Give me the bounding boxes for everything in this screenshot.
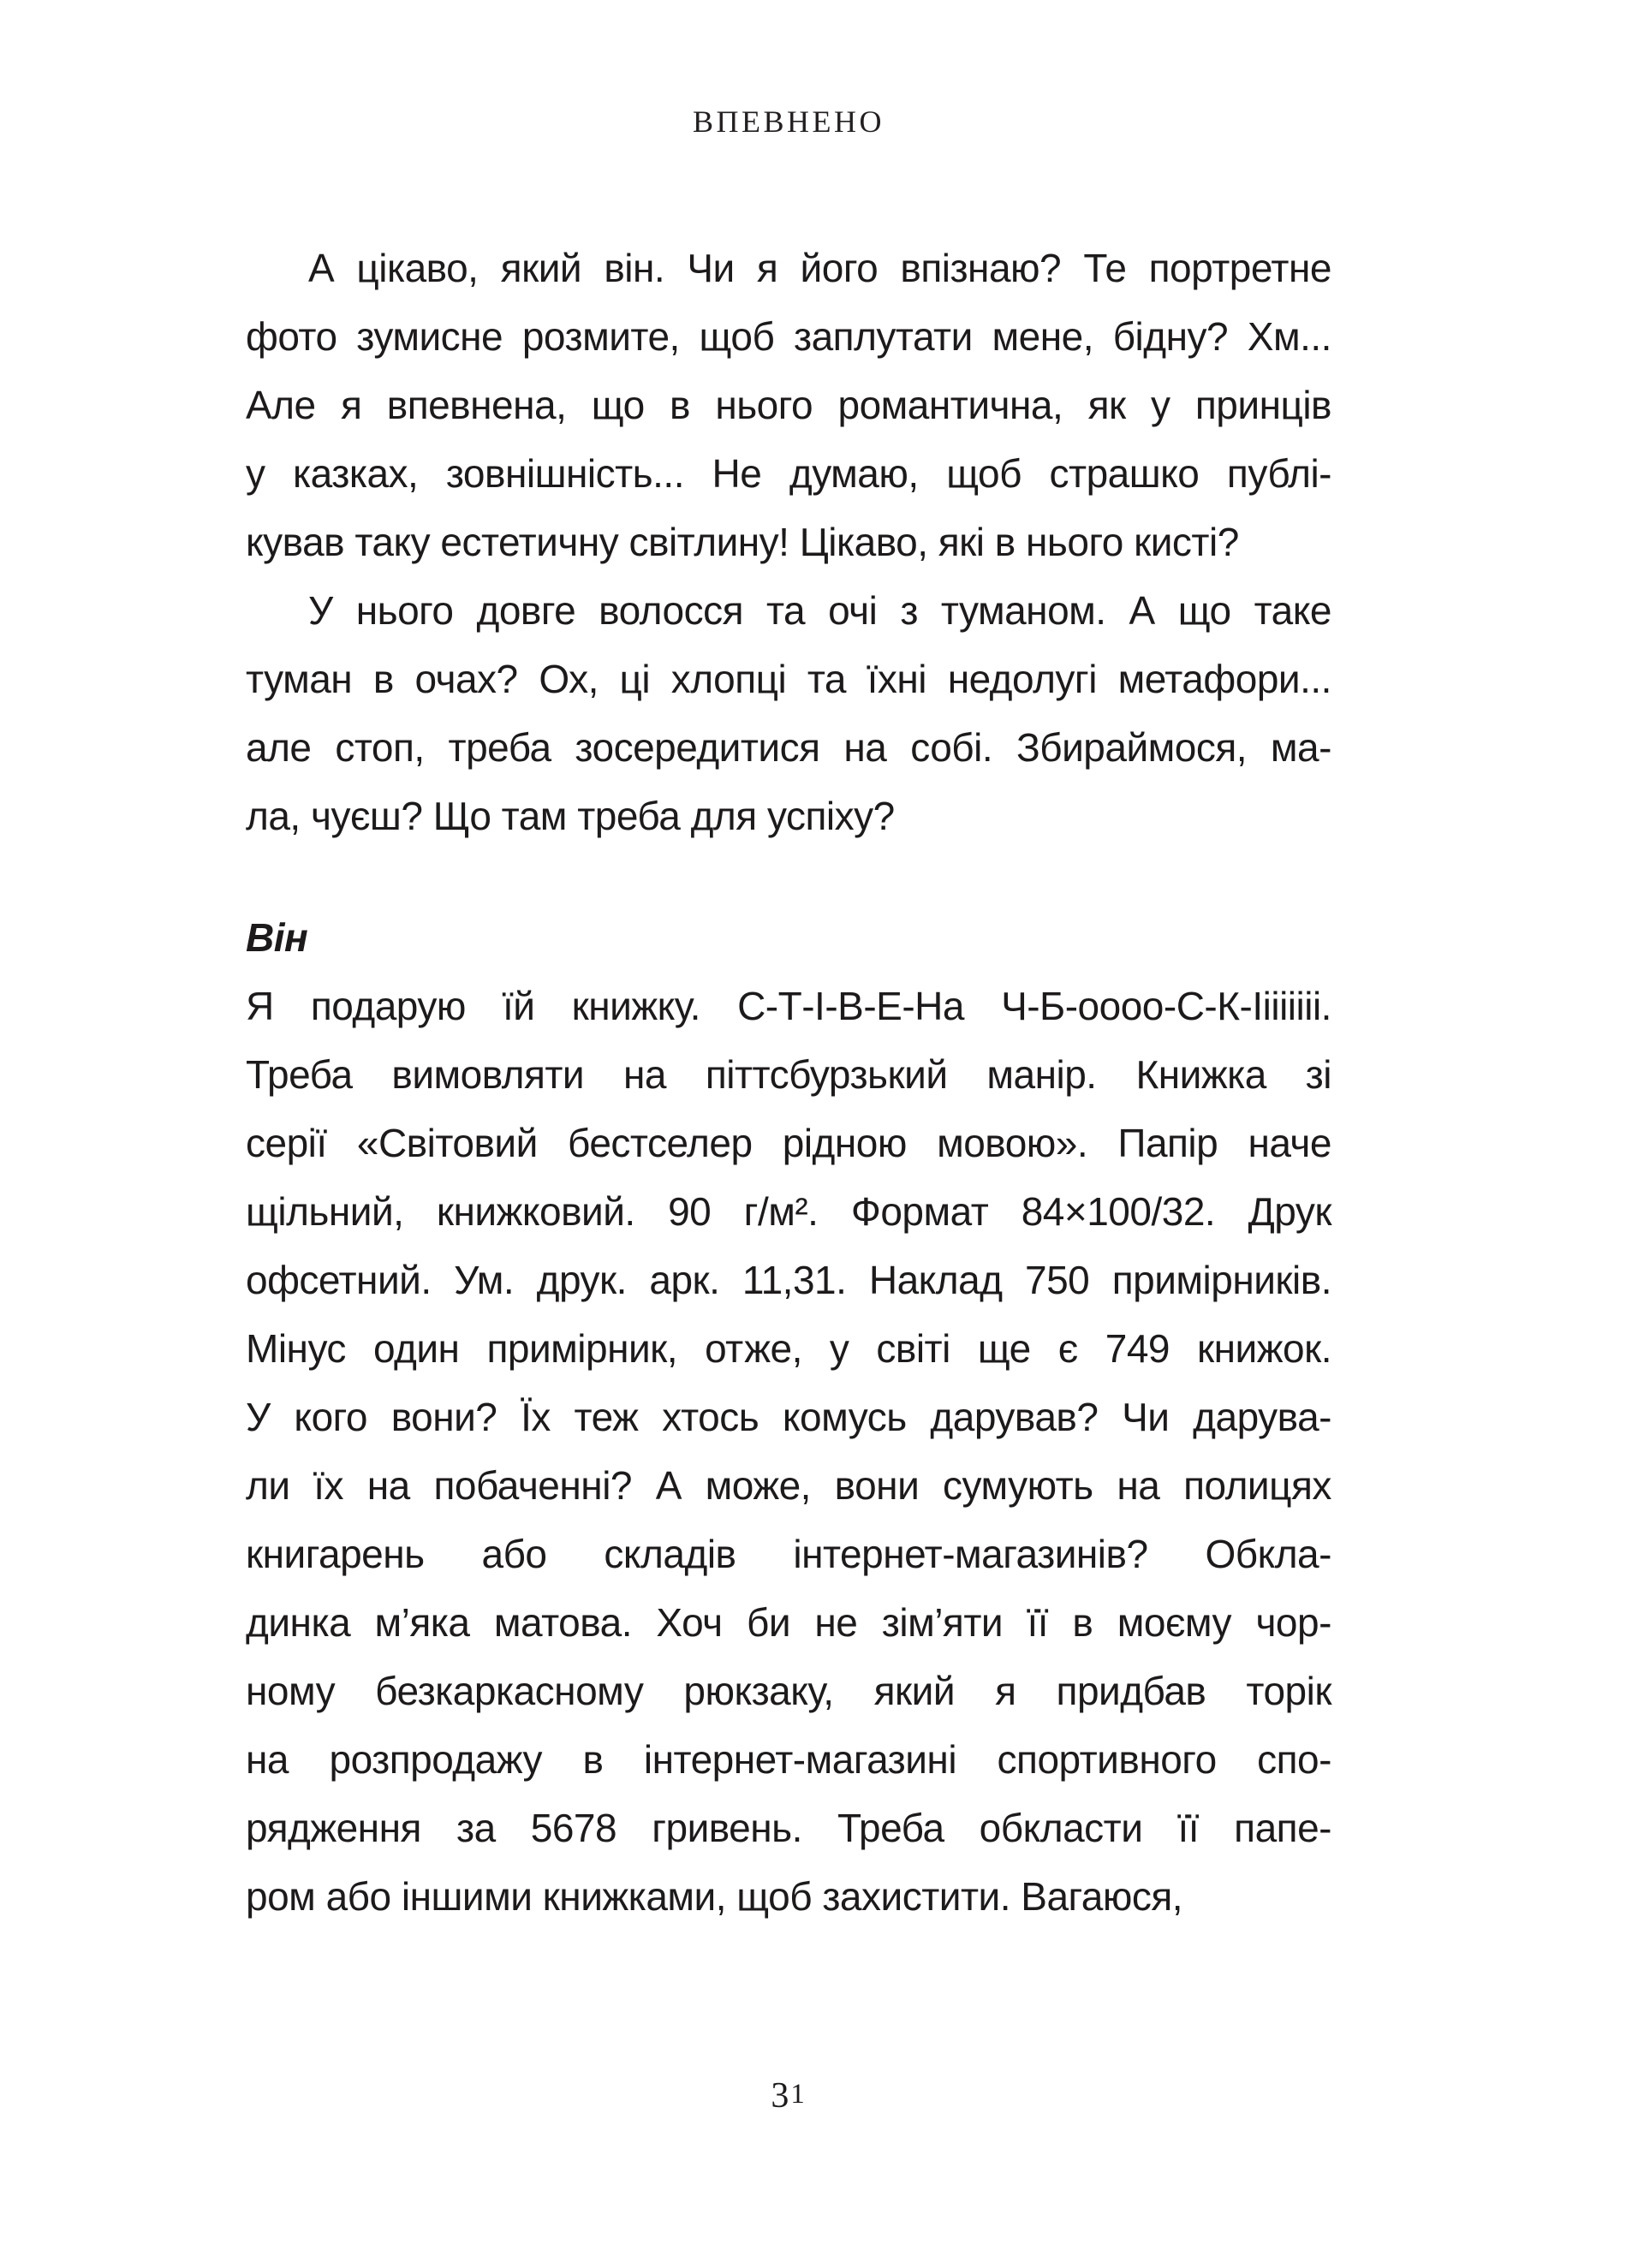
page-number-digit: 3 (771, 2076, 791, 2116)
paragraph (246, 234, 1331, 576)
section-heading: Він (246, 915, 308, 960)
text-line: У нього довге волосся та очі з туманом. А що таке (308, 588, 1331, 633)
text-line: фото зумисне розмите, щоб заплутати мене, бідну? Хм... (246, 314, 1331, 359)
text-line: щільний, книжковий. 90 г/м². Формат 84×100/32. Друк (246, 1189, 1331, 1234)
text-line: ром або іншими книжками, щоб захистити. Вагаюся, (246, 1874, 1183, 1919)
paragraph (246, 972, 1331, 1931)
text-line: А цікаво, який він. Чи я його впізнаю? Те портретне (308, 246, 1331, 290)
text-line: рядження за 5678 гривень. Треба обкласти її папе- (246, 1806, 1331, 1850)
text-line: ли їх на побаченні? А може, вони сумують на полицях (246, 1463, 1331, 1508)
text-line: ла, чуєш? Що там треба для успіху? (246, 794, 895, 838)
text-line: офсетний. Ум. друк. арк. 11,31. Наклад 750 примірників. (246, 1258, 1331, 1302)
running-head: ВПЕВНЕНО (693, 104, 885, 139)
paragraph (246, 576, 1331, 850)
text-line: Але я впевнена, що в нього романтична, як у принців (246, 383, 1331, 427)
page-number (246, 2070, 1331, 2116)
text-line: у казках, зовнішність... Не думаю, щоб страшко публі- (246, 451, 1331, 496)
text-line: кував таку естетичну світлину! Цікаво, які в нього кисті? (246, 520, 1239, 564)
text-line: динка м’яка матова. Хоч би не зім’яти її в моєму чор- (246, 1600, 1331, 1645)
text-line: але стоп, треба зосередитися на собі. Збираймося, ма- (246, 725, 1331, 770)
text-block (246, 234, 1331, 1931)
text-line: Я подарую їй книжку. С-Т-І-В-Е-На Ч-Б-оооо-С-К-Іііііііі. (246, 984, 1331, 1028)
text-line: туман в очах? Ох, ці хлопці та їхні недолугі метафори... (246, 657, 1331, 701)
page-number-digit: 1 (790, 2079, 807, 2110)
text-line: Треба вимовляти на піттсбурзький манір. Книжка зі (246, 1052, 1331, 1097)
text-line: книгарень або складів інтернет-магазинів? Обкла- (246, 1532, 1331, 1576)
text-line: серії «Світовий бестселер рідною мовою». Папір наче (246, 1121, 1331, 1165)
text-line: ному безкаркасному рюкзаку, який я придбав торік (246, 1669, 1331, 1713)
text-line: Мінус один примірник, отже, у світі ще є 749 книжок. (246, 1326, 1331, 1371)
text-line: на розпродажу в інтернет-магазині спортивного спо- (246, 1737, 1331, 1782)
text-line: У кого вони? Їх теж хтось комусь дарував? Чи дарува- (246, 1395, 1331, 1439)
